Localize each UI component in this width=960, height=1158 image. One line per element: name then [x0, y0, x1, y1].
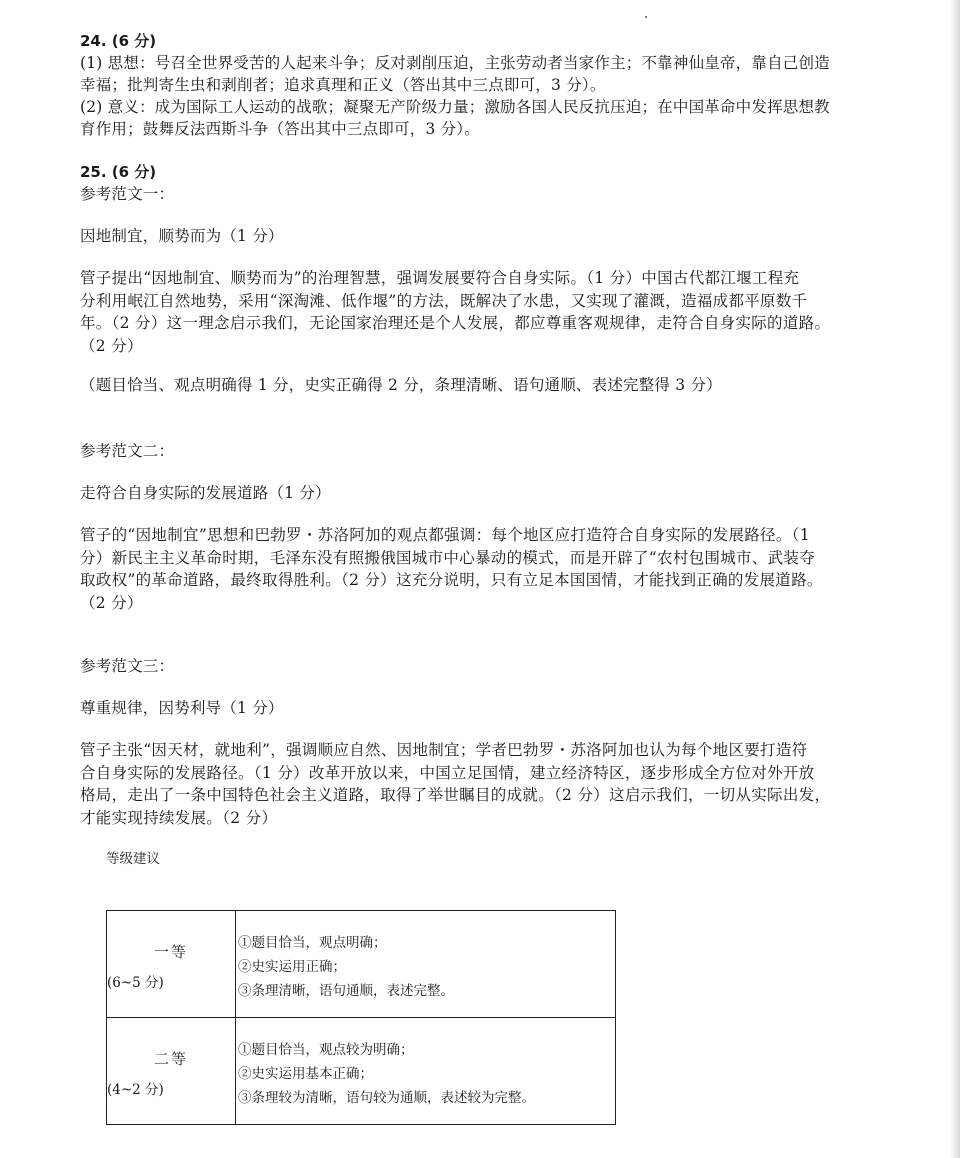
- grade-criterion: ③条理较为清晰，语句较为通顺，表述较为完整。: [238, 1090, 535, 1106]
- sample2-title: 走符合自身实际的发展道路（1 分）: [80, 484, 331, 502]
- grade-criterion: ③条理清晰，语句通顺，表述完整。: [238, 983, 454, 999]
- grade-row: [107, 1018, 616, 1125]
- sample2-line: （2 分）: [80, 593, 143, 612]
- grade-criterion: ②史实运用正确；: [238, 959, 346, 975]
- grade-level-range: (6~5 分): [107, 975, 164, 991]
- question-24-heading: 24. (6 分): [80, 32, 157, 50]
- grade-level-name: 一等: [153, 943, 188, 961]
- sample1-paragraph: [80, 267, 892, 357]
- grade-row: [107, 911, 616, 1018]
- q24-part2-line1: (2) 意义：成为国际工人运动的战歌；凝聚无产阶级力量；激励各国人民反抗压迫；在中国革命中发挥思想教: [80, 98, 830, 116]
- scan-speck: [645, 16, 647, 18]
- question-25-heading: 25. (6 分): [80, 163, 157, 181]
- sample2-line: 分）新民主主义革命时期，毛泽东没有照搬俄国城市中心暴动的模式，而是开辟了“农村包围城市、武装夺: [80, 548, 816, 567]
- sample3-line: 格局，走出了一条中国特色社会主义道路，取得了举世瞩目的成就。（2 分）这启示我们，一切从实际出发，: [80, 786, 831, 804]
- grading-title: 等级建议: [106, 851, 160, 867]
- sample1-line: 分利用岷江自然地势，采用“深淘滩、低作堰”的方法，既解决了水患，又实现了灌溉，造福成都平原数千: [80, 291, 808, 310]
- grade-level-cell: [107, 1018, 236, 1125]
- sample3-title: 尊重规律，因势利导（1 分）: [80, 699, 284, 717]
- grade-criterion: ①题目恰当，观点明确；: [238, 935, 387, 951]
- sample1-title: 因地制宜，顺势而为（1 分）: [80, 227, 284, 245]
- grade-criterion: ②史实运用基本正确；: [238, 1066, 373, 1082]
- sample2-paragraph: [80, 524, 892, 614]
- page-edge-shadow: [950, 0, 960, 1158]
- grade-criteria-cell: [236, 1018, 616, 1125]
- grade-level-cell: [107, 911, 236, 1018]
- sample3-line: 管子主张“因天材，就地利”，强调顺应自然、因地制宜；学者巴勃罗・苏洛阿加也认为每个地区要打造符: [80, 741, 808, 759]
- grading-table: [106, 910, 616, 1125]
- grade-criterion: ①题目恰当，观点较为明确；: [238, 1042, 414, 1058]
- grade-level-range: (4~2 分): [107, 1082, 164, 1098]
- q24-part1-line1: (1) 思想：号召全世界受苦的人起来斗争；反对剥削压迫，主张劳动者当家作主；不靠神仙皇帝，靠自己创造: [80, 54, 830, 72]
- sample1-line: 年。（2 分）这一理念启示我们，无论国家治理还是个人发展，都应尊重客观规律，走符合自身实际的道路。: [80, 314, 831, 332]
- sample2-line: 管子的“因地制宜”思想和巴勃罗・苏洛阿加的观点都强调：每个地区应打造符合自身实际的发展路径。（1: [80, 526, 810, 544]
- sample3-label: 参考范文三：: [80, 657, 175, 675]
- q24-part1-line2: 幸福；批判寄生虫和剥削者；追求真理和正义（答出其中三点即可，3 分）。: [80, 76, 606, 94]
- sample3-line: 才能实现持续发展。（2 分）: [80, 808, 278, 827]
- sample1-line: 管子提出“因地制宜、顺势而为”的治理智慧，强调发展要符合自身实际。（1 分）中国古代都江堰工程充: [80, 269, 800, 287]
- grade-criteria-cell: [236, 911, 616, 1018]
- q24-part2-line2: 育作用；鼓舞反法西斯斗争（答出其中三点即可，3 分）。: [80, 120, 480, 138]
- sample1-label: 参考范文一：: [80, 185, 175, 203]
- sample3-paragraph: [80, 739, 892, 829]
- grade-level-name: 二等: [153, 1050, 188, 1068]
- sample1-rubric: （题目恰当、观点明确得 1 分，史实正确得 2 分，条理清晰、语句通顺、表述完整得 3 分）: [80, 376, 722, 394]
- sample2-line: 取政权”的革命道路，最终取得胜利。（2 分）这充分说明，只有立足本国国情，才能找到正确的发展道路。: [80, 571, 823, 589]
- sample2-label: 参考范文二：: [80, 442, 175, 460]
- question-24: [80, 30, 892, 140]
- sample3-line: 合自身实际的发展路径。（1 分）改革开放以来，中国立足国情，建立经济特区，逐步形成全方位对外开放: [80, 763, 815, 782]
- sample1-line: （2 分）: [80, 336, 143, 355]
